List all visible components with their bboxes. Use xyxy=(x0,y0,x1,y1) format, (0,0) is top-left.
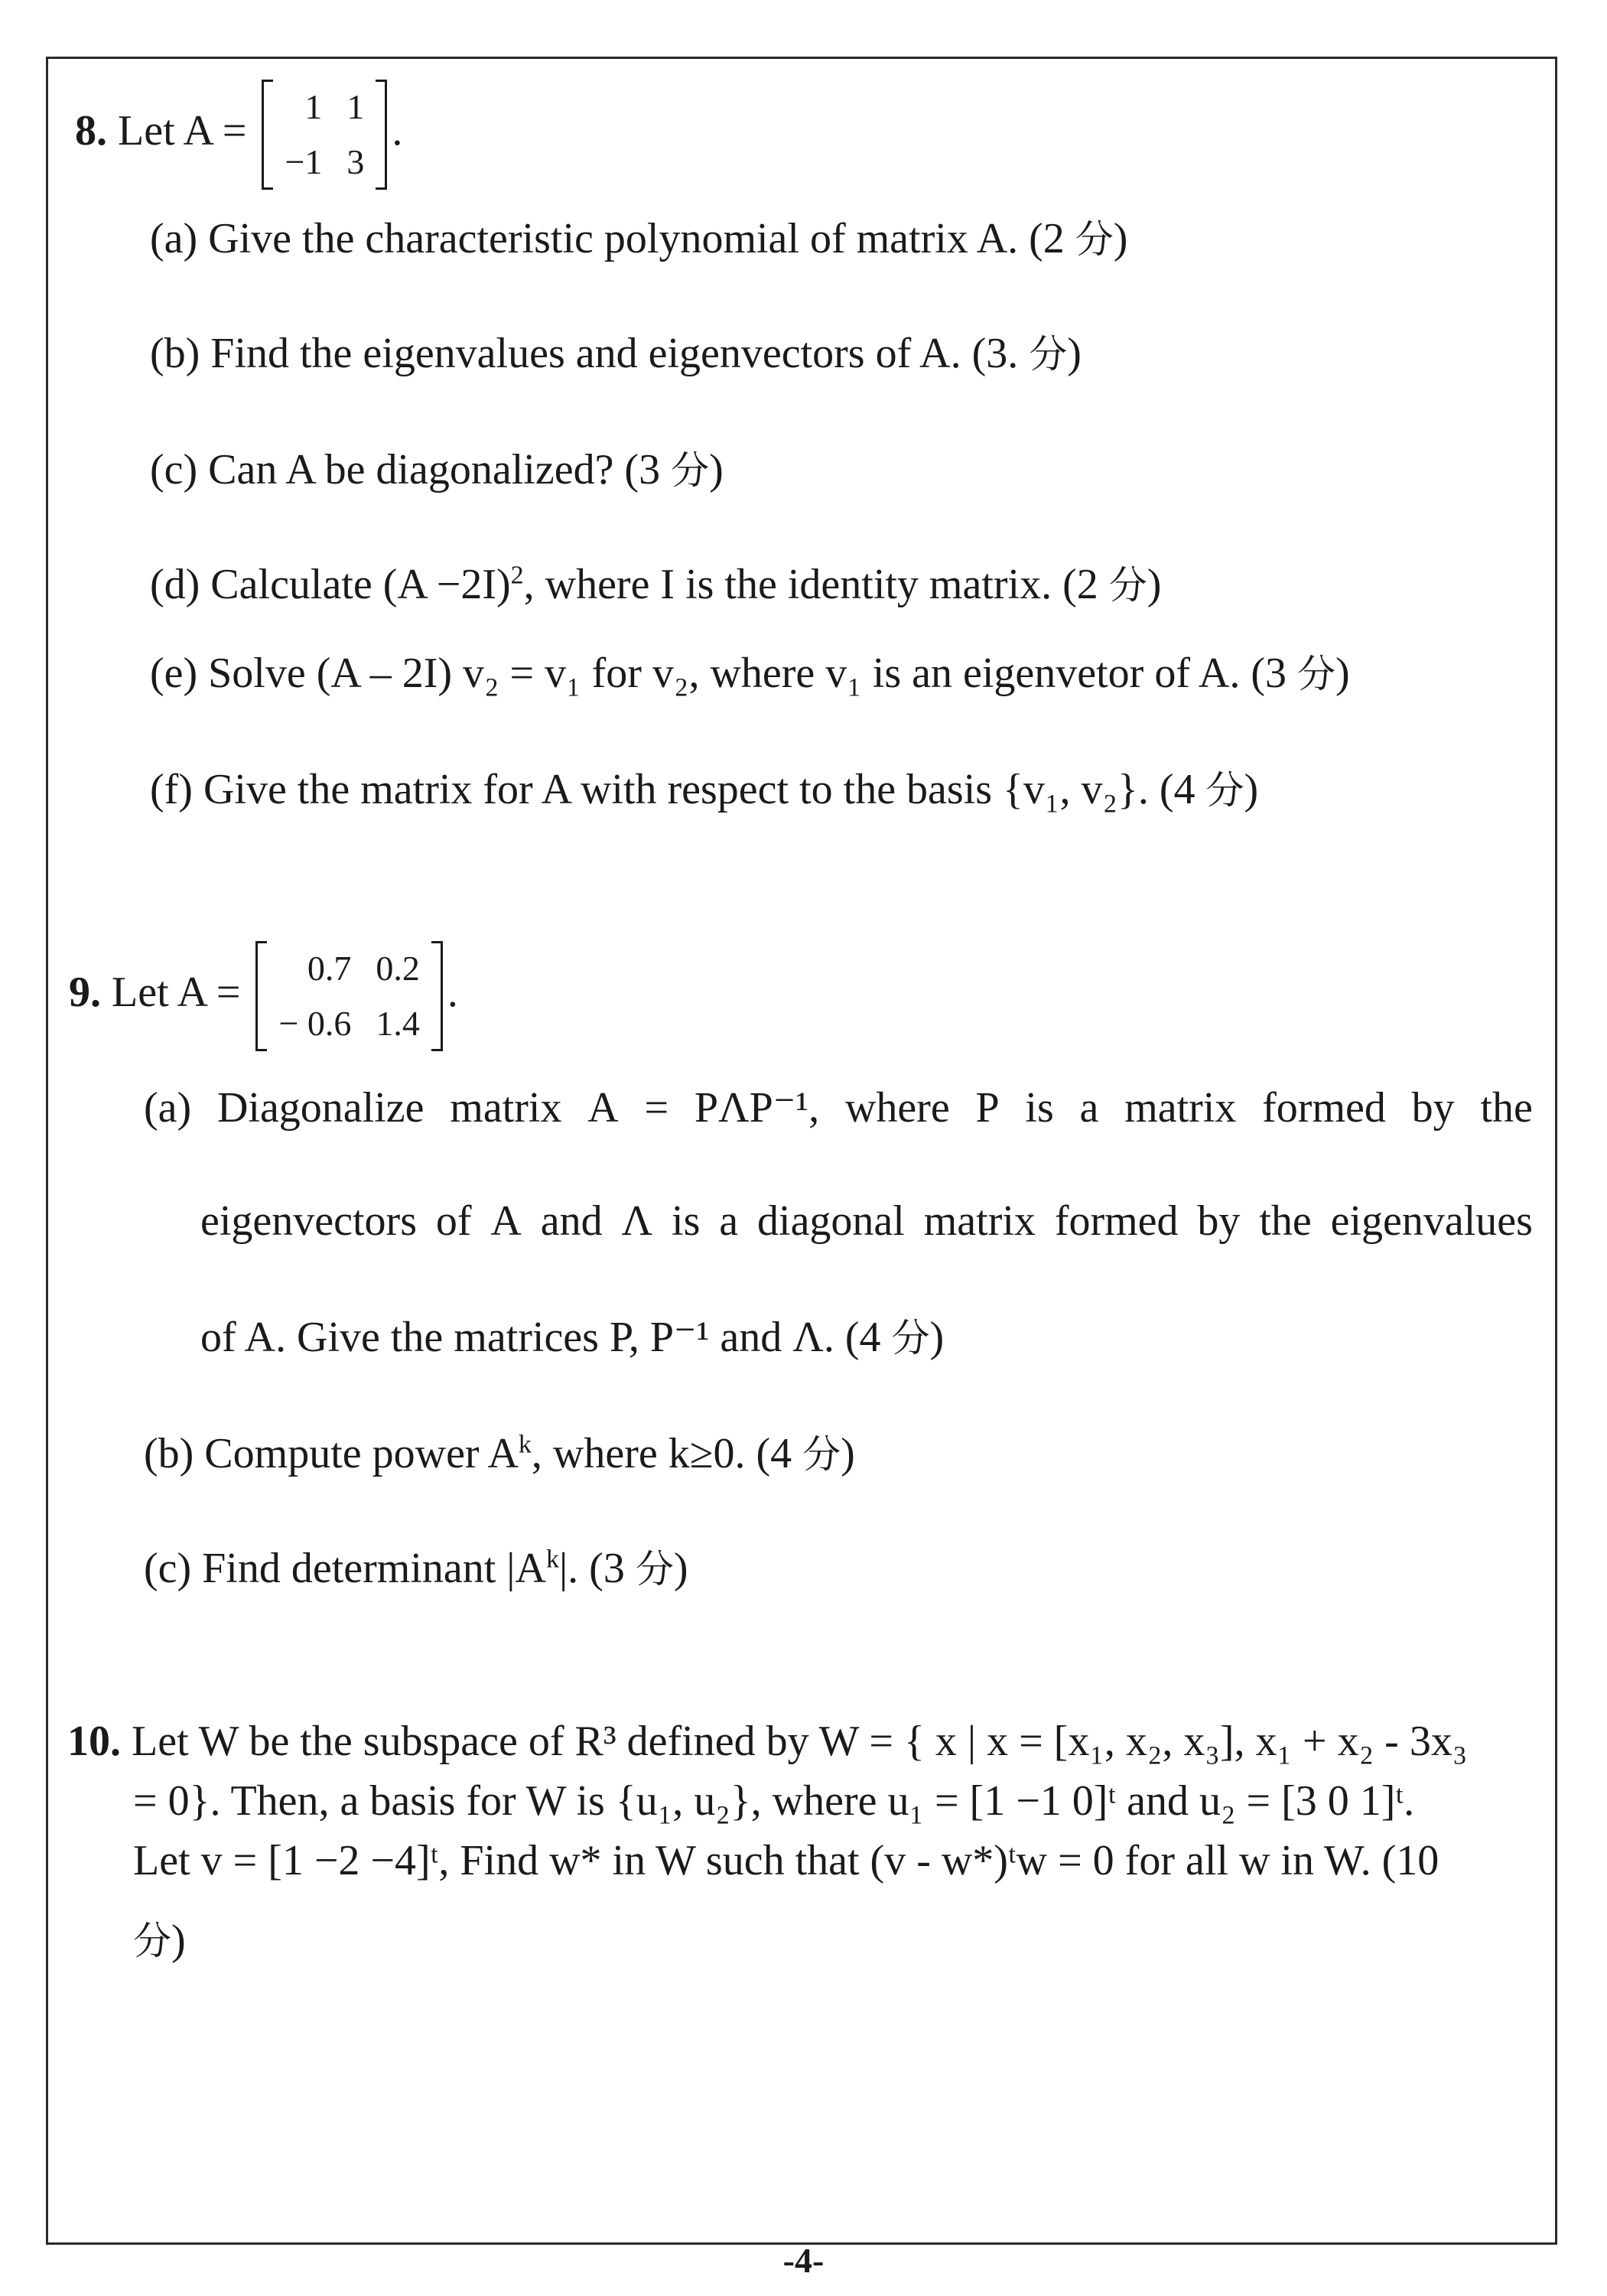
close-paren: ) xyxy=(709,446,724,493)
word: formed xyxy=(1054,1197,1179,1245)
q10-line3 xyxy=(133,1836,1439,1885)
word: (a) xyxy=(144,1084,192,1132)
q9-number: 9. xyxy=(69,968,101,1016)
points-char: 分 xyxy=(1029,332,1068,376)
word: A xyxy=(587,1084,619,1132)
matrix-cell: 0.7 xyxy=(307,949,352,988)
word: A xyxy=(490,1197,522,1245)
q8-part-f-text: (f) Give the matrix for A with respect to the basis {v₁, v₂}. (4 xyxy=(150,766,1206,813)
word: Λ xyxy=(621,1197,653,1245)
q9-intro: Let A = xyxy=(112,968,241,1016)
superscript: k xyxy=(518,1430,532,1459)
superscript: 2 xyxy=(510,561,524,590)
q8-part-c-text: (c) Can A be diagonalized? (3 xyxy=(150,446,672,493)
word: matrix xyxy=(450,1084,562,1132)
q8-part-a xyxy=(150,214,1127,264)
q9-part-c-pre: (c) Find determinant |A xyxy=(144,1545,546,1592)
matrix-cell: −1 xyxy=(285,142,323,181)
close-paren: ) xyxy=(841,1430,855,1477)
close-paren: ) xyxy=(1244,766,1259,813)
points-char: 分 xyxy=(1296,652,1335,696)
word: of xyxy=(435,1197,472,1245)
q8-header xyxy=(75,80,402,190)
word: formed xyxy=(1262,1084,1386,1132)
q8-period: . xyxy=(392,106,403,155)
points-char: 分 xyxy=(1205,768,1244,813)
q9-part-b xyxy=(144,1429,855,1479)
q10-number: 10. xyxy=(67,1718,121,1765)
word: Diagonalize xyxy=(216,1084,425,1132)
q10-line2 xyxy=(133,1777,1414,1825)
q9-part-c xyxy=(144,1544,688,1594)
points-char: 分 xyxy=(671,448,710,493)
word: matrix xyxy=(1124,1084,1237,1132)
matrix-cell: 3 xyxy=(346,142,365,181)
superscript: k xyxy=(545,1545,559,1574)
q8-number: 8. xyxy=(75,106,107,155)
word: by xyxy=(1197,1197,1241,1245)
q10-text-line4: ) xyxy=(171,1917,186,1964)
word: and xyxy=(540,1197,603,1245)
q10-line4 xyxy=(133,1916,186,1965)
q9-part-a-line2 xyxy=(200,1197,1533,1246)
close-paren: ) xyxy=(673,1545,688,1592)
word: diagonal xyxy=(757,1197,905,1245)
q9-part-b-post: , where k≥0. (4 xyxy=(531,1430,803,1477)
close-paren: ) xyxy=(1147,561,1162,608)
q8-part-d-post: , where I is the identity matrix. (2 xyxy=(523,561,1109,608)
matrix-cell: 1.4 xyxy=(376,1004,420,1043)
matrix-cell: 1 xyxy=(304,87,323,126)
matrix-cell: − 0.6 xyxy=(278,1004,352,1043)
word: a xyxy=(719,1197,739,1245)
q10-text-line2: = 0}. Then, a basis for W is {u₁, u₂}, where u₁ = [1 −1 0]ᵗ and u₂ = [3 0 1]ᵗ. xyxy=(133,1777,1415,1825)
points-char: 分 xyxy=(1108,563,1147,607)
q8-intro: Let A = xyxy=(118,106,247,155)
points-char: 分 xyxy=(635,1547,674,1591)
q9-part-c-post: |. (3 xyxy=(558,1545,636,1592)
word: by xyxy=(1411,1084,1455,1132)
word: a xyxy=(1079,1084,1099,1132)
q9-part-a-line3 xyxy=(200,1313,944,1363)
q10-text-line3: Let v = [1 −2 −4]ᵗ, Find w* in W such that (v - w*)ᵗw = 0 for all w in W. (10 xyxy=(133,1837,1439,1884)
page-border xyxy=(46,57,1557,2245)
q8-part-e-text: (e) Solve (A – 2I) v₂ = v₁ for v₂, where v₁ is an eigenvetor of A. (3 xyxy=(150,650,1297,697)
word: eigenvalues xyxy=(1330,1197,1533,1245)
matrix-cell: 0.2 xyxy=(376,949,420,988)
matrix-cell: 1 xyxy=(346,87,365,126)
points-char: 分 xyxy=(1075,217,1114,262)
word: where xyxy=(844,1084,950,1132)
q9-part-a-line1 xyxy=(144,1083,1533,1132)
q9-part-b-pre: (b) Compute power A xyxy=(144,1430,519,1477)
q8-part-d xyxy=(150,560,1161,610)
q8-part-f xyxy=(150,765,1258,815)
word: is xyxy=(1025,1084,1054,1132)
points-char: 分 xyxy=(891,1316,930,1360)
points-char: 分 xyxy=(133,1919,171,1963)
word: PΛP⁻¹, xyxy=(694,1084,820,1132)
word: P xyxy=(975,1084,1000,1132)
q10-line1 xyxy=(67,1717,1467,1766)
q8-matrix xyxy=(262,80,387,190)
word: eigenvectors xyxy=(200,1197,417,1245)
q9-period: . xyxy=(447,968,458,1016)
q9-part-a-text: of A. Give the matrices P, P⁻¹ and Λ. (4 xyxy=(200,1314,892,1361)
q8-part-c xyxy=(150,445,724,495)
page-number: -4- xyxy=(782,2241,825,2280)
word: the xyxy=(1480,1084,1533,1132)
close-paren: ) xyxy=(1067,330,1082,377)
word: = xyxy=(644,1084,669,1132)
points-char: 分 xyxy=(802,1432,841,1477)
q9-header xyxy=(69,941,458,1051)
q8-part-b xyxy=(150,329,1082,379)
q8-part-d-pre: (d) Calculate (A −2I) xyxy=(150,561,511,608)
q8-part-a-text: (a) Give the characteristic polynomial of matrix A. (2 xyxy=(150,215,1075,262)
close-paren: ) xyxy=(1113,215,1128,262)
word: matrix xyxy=(923,1197,1036,1245)
close-paren: ) xyxy=(929,1314,945,1361)
q8-part-e xyxy=(150,649,1350,699)
q8-part-b-text: (b) Find the eigenvalues and eigenvectors of A. (3. xyxy=(150,330,1030,377)
word: the xyxy=(1259,1197,1312,1245)
word: is xyxy=(672,1197,701,1245)
q10-text-line1: Let W be the subspace of R³ defined by W = { x | x = [x₁, x₂, x₃], x₁ + x₂ - 3x₃ xyxy=(132,1718,1468,1765)
q9-matrix xyxy=(255,941,442,1051)
close-paren: ) xyxy=(1335,650,1350,697)
